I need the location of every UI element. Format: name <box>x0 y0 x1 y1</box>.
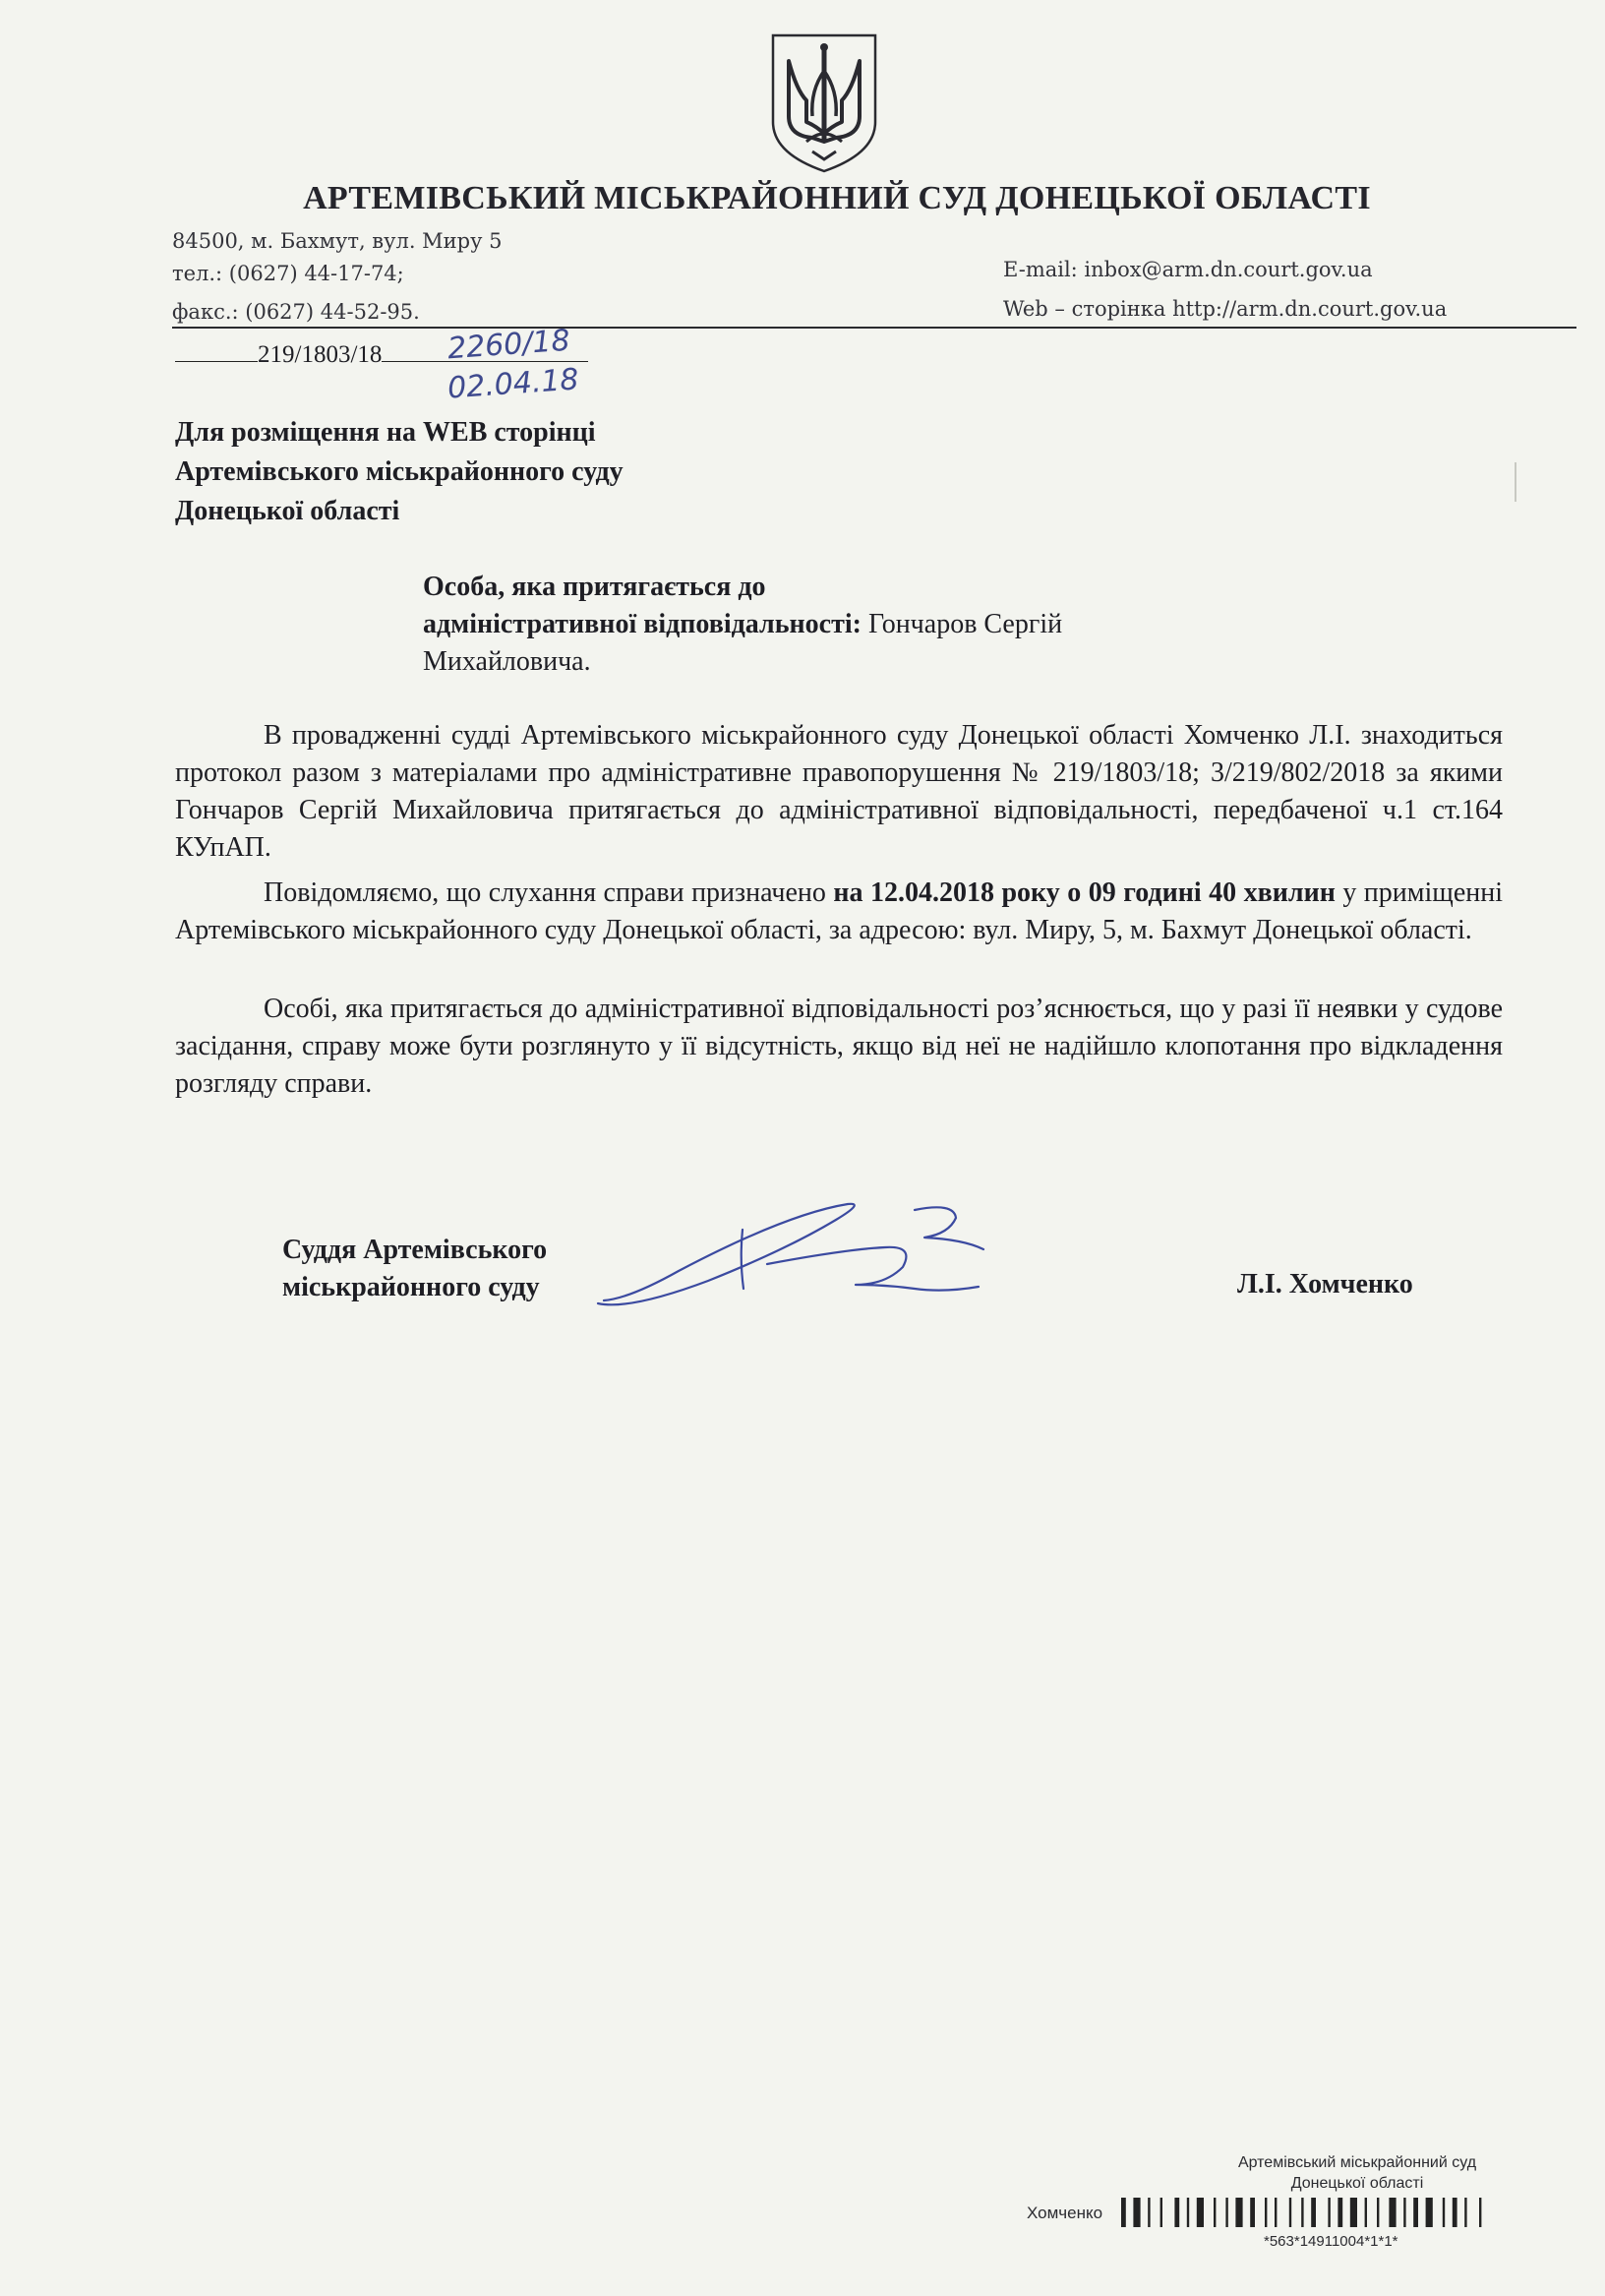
addressee-block <box>175 413 624 531</box>
court-title: АРТЕМІВСЬКИЙ МІСЬКРАЙОННИЙ СУД ДОНЕЦЬКОЇ ОБЛАСТІ <box>303 180 1371 216</box>
person-label-line-2: адміністративної відповідальності: <box>423 609 862 639</box>
judge-title-line-1: Суддя Артемівського <box>282 1235 548 1265</box>
registration-stamp <box>1160 2152 1554 2194</box>
person-name-part-2: Михайловича. <box>423 646 591 677</box>
reference-blank <box>175 339 258 362</box>
court-email: E-mail: inbox@arm.dn.court.gov.ua <box>1003 258 1373 281</box>
handwritten-outgoing-number: 2260/18 <box>446 323 571 367</box>
person-label-line-1: Особа, яка притягається до <box>423 572 766 602</box>
body-paragraph-2 <box>175 875 1503 949</box>
reference-number: 219/1803/18 <box>258 341 383 368</box>
person-name-part-1: Гончаров Сергій <box>867 609 1063 639</box>
barcode <box>1117 2196 1594 2229</box>
hearing-datetime: на 12.04.2018 року о 09 годині 40 хвилин <box>833 877 1336 908</box>
trident-coat-of-arms-icon <box>767 31 881 175</box>
registration-court-line-2: Донецької області <box>1290 2175 1424 2192</box>
judge-title <box>282 1232 547 1306</box>
addressee-line-1: Для розміщення на WEB сторінці <box>175 417 596 448</box>
judge-name: Л.І. Хомченко <box>1237 1269 1413 1299</box>
judge-title-line-2: міськрайонного суду <box>282 1272 540 1302</box>
addressee-line-3: Донецької області <box>175 496 400 526</box>
court-phone: тел.: (0627) 44-17-74; <box>172 262 404 285</box>
scan-artifact <box>1515 462 1516 502</box>
registration-court-line-1: Артемівський міськрайонний суд <box>1237 2154 1477 2171</box>
court-fax: факс.: (0627) 44-52-95. <box>172 300 420 324</box>
handwritten-date: 02.04.18 <box>446 362 580 406</box>
hearing-location: у приміщенні Артемівського міськрайонного суду Донецької області, за адресою: вул. Миру, 5, м. Бахмут Донецької області. <box>175 877 1504 945</box>
court-website: Web – сторінка http://arm.dn.court.gov.ua <box>1003 297 1448 321</box>
barcode-text: *563*14911004*1*1* <box>1264 2233 1398 2250</box>
person-block <box>423 569 1062 681</box>
body-paragraph-1: В провадженні судді Артемівського міськрайонного суду Донецької області Хомченко Л.І. знаходиться протокол разом з матеріалами про адміністративне правопорушення № 219/1803/18; 3/219/802/2018 за якими Гончаров Сергій Михайловича притягається до адміністративної відповідальності, передбаченої ч.1 ст.164 КУпАП. <box>175 720 1503 863</box>
hearing-intro: Повідомляємо, що слухання справи призначено <box>264 877 834 908</box>
body-paragraph-3: Особі, яка притягається до адміністративної відповідальності роз’яснюється, що у разі її неявки у судове засідання, справу може бути розглянуто у її відсутність, якщо від неї не надійшло клопотання про відкладення розгляду справи. <box>175 994 1503 1099</box>
court-address: 84500, м. Бахмут, вул. Миру 5 <box>172 229 503 253</box>
registration-clerk-name: Хомченко <box>1027 2204 1103 2222</box>
handwritten-signature <box>590 1190 1013 1318</box>
addressee-line-2: Артемівського міськрайонного суду <box>175 456 624 487</box>
header-divider <box>172 327 1576 329</box>
